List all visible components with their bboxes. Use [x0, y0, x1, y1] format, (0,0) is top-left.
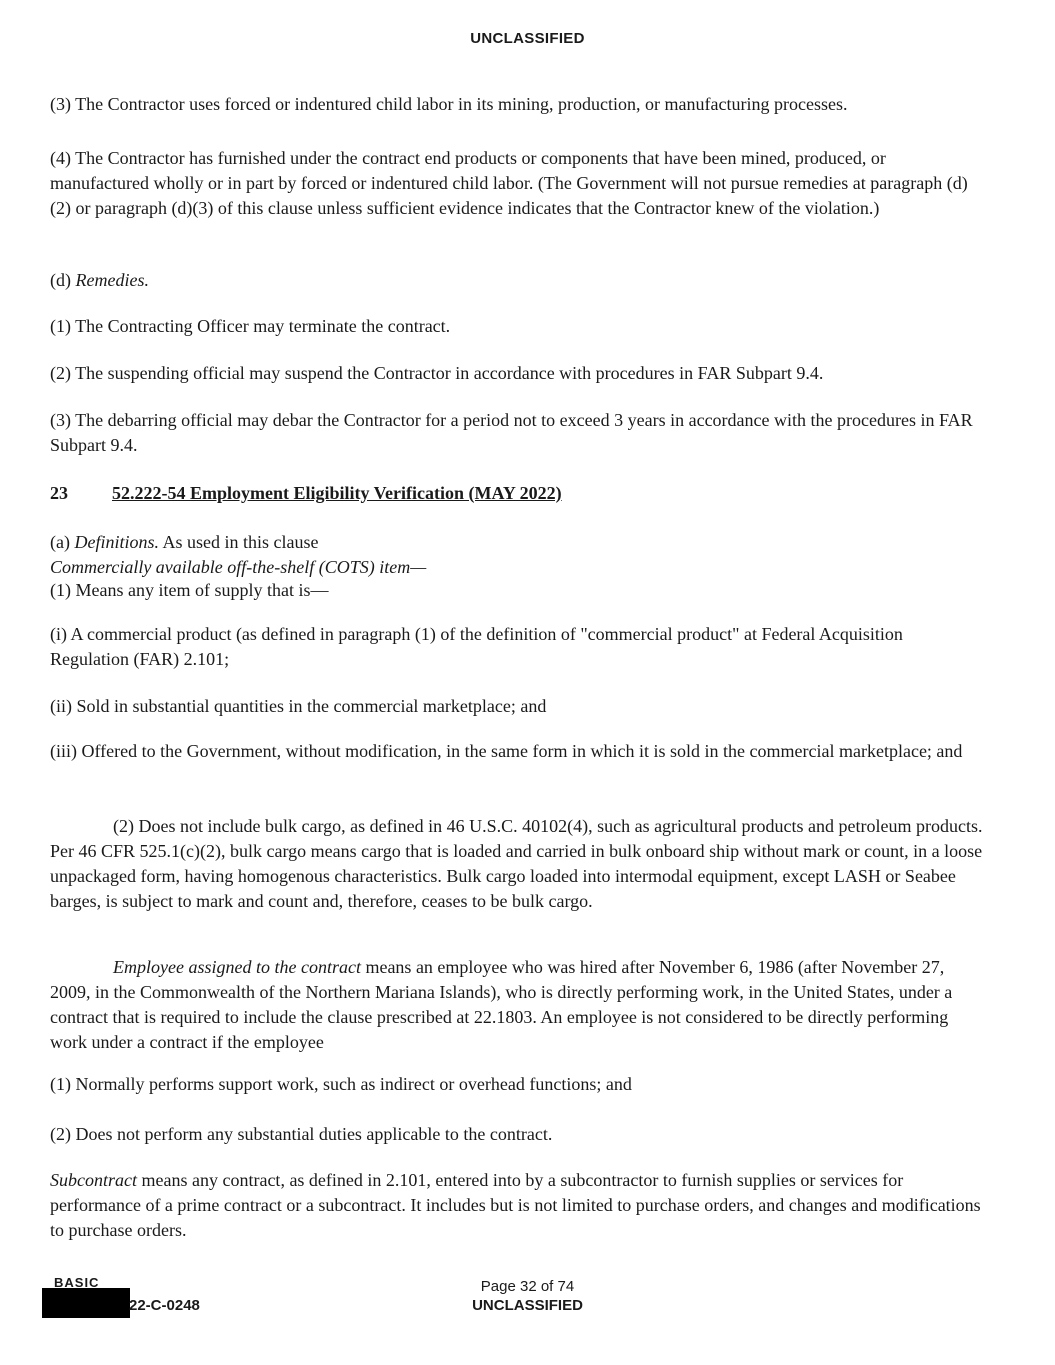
- footer-classification: UNCLASSIFIED: [472, 1297, 583, 1314]
- definitions-label: (a): [50, 532, 70, 552]
- basic-stamp: BASIC: [54, 1276, 100, 1287]
- cots-iii: (iii) Offered to the Government, without modification, in the same form in which it is sold in the commercial marketplace; and: [50, 741, 963, 761]
- employee-text: means an employee who was hired after November 6, 1986 (after November 27, 2009, in the Commonwealth of the Northern Mariana Islands), who is directly performing work, in the United States, under a contract that is required to include the clause prescribed at 22.1803. An employee is not considered to be directly performing work under a contract if the employee: [50, 957, 953, 1052]
- remedies-title: Remedies.: [75, 270, 149, 290]
- section-heading: [50, 481, 985, 506]
- cots-ii: (ii) Sold in substantial quantities in the commercial marketplace; and: [50, 696, 547, 716]
- employee-term: Employee assigned to the contract: [113, 957, 361, 977]
- subcontract-term: Subcontract: [50, 1170, 137, 1190]
- remedies-heading: [50, 268, 985, 293]
- remedy-d3: (3) The debarring official may debar the Contractor for a period not to exceed 3 years in accordance with the procedures in FAR Subpart 9.4.: [50, 410, 973, 455]
- cots-i: (i) A commercial product (as defined in paragraph (1) of the definition of "commercial product" at Federal Acquisition Regulation (FAR) 2.101;: [50, 624, 903, 669]
- page-number: Page 32 of 74: [480, 1278, 575, 1295]
- section-number: 23: [50, 483, 68, 503]
- cots-term: [50, 555, 985, 580]
- footer: [0, 1277, 1055, 1315]
- subcontract-text: means any contract, as defined in 2.101, entered into by a subcontractor to furnish supplies or services for performance of a prime contract or a subcontract. It includes but is not limited to purchase orders, and changes and modifications to purchase orders.: [50, 1170, 981, 1240]
- section-title: 52.222-54 Employment Eligibility Verification (MAY 2022): [112, 483, 562, 503]
- remedies-label: (d): [50, 270, 71, 290]
- remedy-d2: (2) The suspending official may suspend the Contractor in accordance with procedures in FAR Subpart 9.4.: [50, 363, 824, 383]
- definitions-text: As used in this clause: [158, 532, 319, 552]
- employee-definition: [50, 955, 985, 1055]
- definitions-intro: [50, 530, 985, 555]
- paragraph-c4: (4) The Contractor has furnished under the contract end products or components that have been mined, produced, or manufactured wholly or in part by forced or indentured child labor. (The Government will not pursue remedies at paragraph (d)(2) or paragraph (d)(3) of this clause unless sufficient evidence indicates that the Contractor knew of the violation.): [50, 148, 968, 218]
- cots-1: (1) Means any item of supply that is—: [50, 580, 329, 600]
- definitions-title: Definitions.: [74, 532, 159, 552]
- remedy-d1: (1) The Contracting Officer may terminate the contract.: [50, 316, 451, 336]
- cots-term-text: Commercially available off-the-shelf (COTS) item—: [50, 557, 427, 577]
- header-classification: UNCLASSIFIED: [470, 30, 585, 47]
- paragraph-c3: (3) The Contractor uses forced or indentured child labor in its mining, production, or manufacturing processes.: [50, 94, 848, 114]
- cots-2: (2) Does not include bulk cargo, as defined in 46 U.S.C. 40102(4), such as agricultural products and petroleum products. Per 46 CFR 525.1(c)(2), bulk cargo means cargo that is loaded and carried in bulk onboard ship without mark or count, in a loose unpackaged form, having homogenous characteristics. Bulk cargo loaded into intermodal equipment, except LASH or Seabee barges, is subject to mark and count and, therefore, ceases to be bulk cargo.: [50, 816, 983, 911]
- employee-2: (2) Does not perform any substantial duties applicable to the contract.: [50, 1124, 553, 1144]
- subcontract-definition: [50, 1168, 985, 1243]
- contract-number: 22-C-0248: [129, 1297, 200, 1314]
- employee-1: (1) Normally performs support work, such as indirect or overhead functions; and: [50, 1074, 632, 1094]
